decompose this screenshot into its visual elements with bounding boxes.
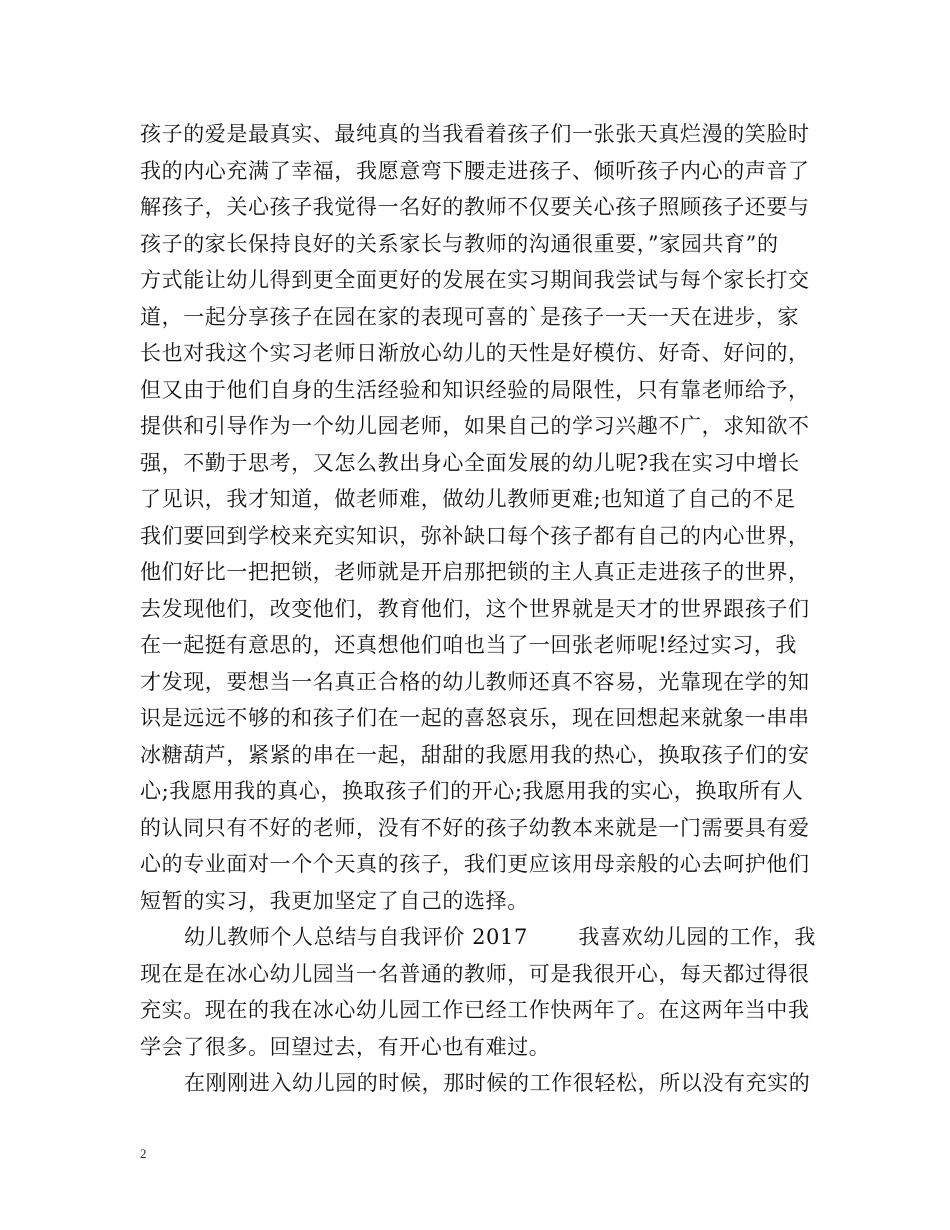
text-line: 去发现他们，改变他们，教育他们，这个世界就是天才的世界跟孩子们 [140,596,810,621]
text-line: 他们好比一把把锁，老师就是开启那把锁的主人真正走进孩子的世界， [140,560,810,584]
text-line: 充实。现在的我在冰心幼儿园工作已经工作快两年了。在这两年当中我 [140,998,810,1022]
text-line: 短暂的实习，我更加坚定了自己的选择。 [140,888,529,913]
text-line: 长也对我这个实习老师日渐放心幼儿的天性是好模仿、好奇、好问的， [140,341,810,365]
text-line: 学会了很多。回望过去，有开心也有难过。 [140,1034,551,1059]
body-text [140,116,830,1102]
text-line: 心;我愿用我的真心，换取孩子们的开心;我愿用我的实心，换取所有人 [140,779,804,803]
text-line: 识是远远不够的和孩子们在一起的喜怒哀乐，现在回想起来就象一串串 [140,706,810,730]
text-line: 在一起挺有意思的，还真想他们咱也当了一回张老师呢!经过实习，我 [140,633,798,657]
text-line: 我的内心充满了幸福，我愿意弯下腰走进孩子、倾听孩子内心的声音了 [140,158,810,183]
text-line: 提供和引导作为一个幼儿园老师，如果自己的学习兴趣不广，求知欲不 [140,414,810,438]
text-line: 孩子的家长保持良好的关系家长与教师的沟通很重要，”家园共育”的 [140,231,779,256]
text-line: 解孩子，关心孩子我觉得一名好的教师不仅要关心孩子照顾孩子还要与 [140,195,810,219]
page-number: 2 [140,1146,147,1161]
text-line: 孩子的爱是最真实、最纯真的当我看着孩子们一张张天真烂漫的笑脸时 [140,122,810,146]
text-line: 方式能让幼儿得到更全面更好的发展在实习期间我尝试与每个家长打交 [140,268,810,292]
text-line: 强，不勤于思考，又怎么教出身心全面发展的幼儿呢?我在实习中增长 [140,450,800,475]
text-line: 但又由于他们自身的生活经验和知识经验的局限性，只有靠老师给予， [140,377,810,402]
text-line: 心的专业面对一个个天真的孩子，我们更应该用母亲般的心去呵护他们 [140,852,810,876]
text-line: 在刚刚进入幼儿园的时候，那时候的工作很轻松，所以没有充实的 [184,1071,811,1095]
text-line: 了见识，我才知道，做老师难，做幼儿教师更难;也知道了自己的不足 [140,487,796,511]
text-line: 冰糖葫芦，紧紧的串在一起，甜甜的我愿用我的热心，换取孩子们的安 [140,742,810,767]
text-line: 现在是在冰心幼儿园当一名普通的教师，可是我很开心，每天都过得很 [140,961,810,986]
text-line: 幼儿教师个人总结与自我评价 2017 我喜欢幼儿园的工作，我 [184,925,816,949]
text-line: 的认同只有不好的老师，没有不好的孩子幼教本来就是一门需要具有爱 [140,815,810,840]
text-line: 道，一起分享孩子在园在家的表现可喜的`是孩子一天一天在进步，家 [140,304,800,329]
text-line: 我们要回到学校来充实知识，弥补缺口每个孩子都有自己的内心世界， [140,523,810,548]
text-line: 才发现，要想当一名真正合格的幼儿教师还真不容易，光靠现在学的知 [140,669,810,694]
